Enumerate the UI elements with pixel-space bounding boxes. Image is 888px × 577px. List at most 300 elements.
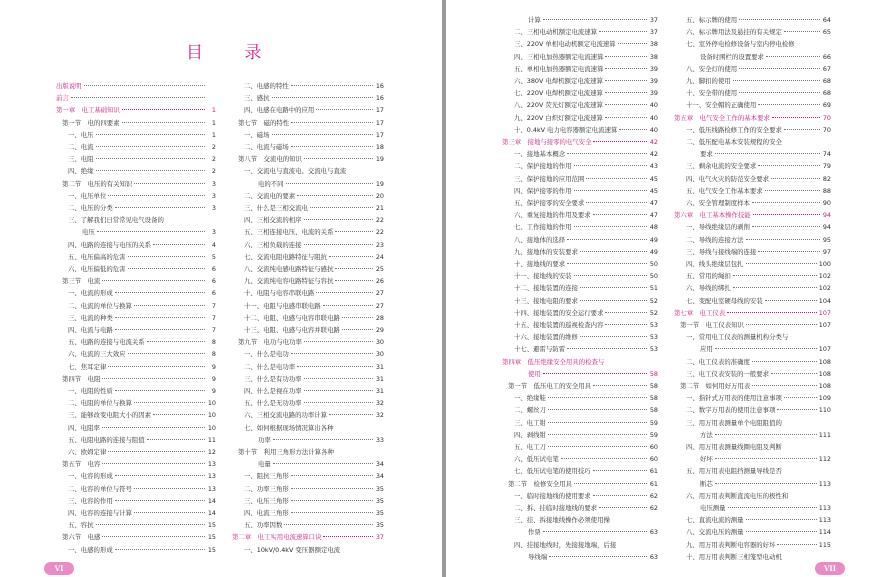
toc-entry[interactable] xyxy=(502,539,658,551)
toc-entry[interactable] xyxy=(674,75,831,87)
toc-entry-title: 功率 xyxy=(258,435,271,444)
toc-entry[interactable] xyxy=(674,136,831,148)
toc-entry[interactable] xyxy=(502,502,658,514)
toc-entry[interactable] xyxy=(56,312,216,324)
toc-entry[interactable] xyxy=(56,458,216,470)
toc-page-number: 62 xyxy=(649,491,658,500)
toc-page-number: 107 xyxy=(818,345,831,354)
toc-page-number: 11 xyxy=(207,435,216,444)
toc-entry[interactable] xyxy=(502,124,658,136)
toc-leader-dots xyxy=(291,512,373,513)
toc-entry-title: 四、电流与电路 xyxy=(68,326,113,334)
toc-entry[interactable] xyxy=(674,368,831,380)
toc-leader-dots xyxy=(733,275,817,276)
toc-entry[interactable] xyxy=(674,526,831,538)
toc-entry-title: 一、磁场 xyxy=(244,130,270,139)
toc-leader-dots xyxy=(746,324,817,325)
toc-leader-dots xyxy=(543,19,647,20)
toc-entry[interactable] xyxy=(56,153,216,165)
toc-entry-title: 第十节 利用三角形方法计算各种 xyxy=(238,448,334,456)
toc-entry[interactable] xyxy=(502,270,658,282)
toc-entry[interactable] xyxy=(674,87,831,99)
toc-entry[interactable] xyxy=(674,160,831,172)
toc-entry[interactable] xyxy=(674,392,831,404)
toc-entry[interactable] xyxy=(502,404,658,416)
toc-entry[interactable] xyxy=(502,417,658,429)
toc-entry[interactable] xyxy=(56,531,216,543)
toc-entry[interactable] xyxy=(232,397,384,409)
toc-entry[interactable] xyxy=(674,356,831,368)
toc-page-number: 40 xyxy=(649,113,658,122)
toc-entry[interactable] xyxy=(674,453,831,465)
toc-entry[interactable] xyxy=(56,214,216,226)
toc-leader-dots xyxy=(758,104,820,105)
toc-page-number: 30 xyxy=(375,350,384,359)
toc-entry[interactable] xyxy=(674,51,831,63)
toc-entry[interactable] xyxy=(56,470,216,482)
toc-entry[interactable] xyxy=(56,434,216,446)
toc-leader-dots xyxy=(96,146,205,147)
toc-page-number: 19 xyxy=(375,155,384,164)
toc-entry[interactable] xyxy=(56,495,216,507)
toc-entry[interactable] xyxy=(674,124,831,136)
toc-entry[interactable] xyxy=(502,380,658,392)
toc-entry[interactable] xyxy=(674,270,831,282)
toc-entry-title: 一、导线绝缘层的剥削 xyxy=(686,223,750,232)
toc-entry[interactable] xyxy=(674,441,831,453)
toc-entry[interactable] xyxy=(232,190,384,202)
toc-entry[interactable] xyxy=(674,197,831,209)
toc-entry[interactable] xyxy=(232,239,384,251)
toc-entry[interactable] xyxy=(502,258,658,270)
toc-entry-title: 五、容抗 xyxy=(68,521,94,530)
toc-entry-title: 第六章 电工基本操作技能 xyxy=(674,211,751,220)
toc-entry[interactable] xyxy=(232,312,384,324)
toc-entry[interactable] xyxy=(502,209,658,221)
toc-page-number: 21 xyxy=(375,204,384,212)
toc-page-number: 52 xyxy=(649,308,658,317)
toc-entry-title: 三、电工仪表安装的一般要求 xyxy=(686,369,770,378)
toc-entry-title: 电量 xyxy=(258,460,271,469)
toc-page-number: 7 xyxy=(211,313,216,322)
toc-entry[interactable] xyxy=(232,519,384,531)
toc-entry[interactable] xyxy=(232,117,384,129)
toc-entry[interactable] xyxy=(502,221,658,233)
toc-entry[interactable] xyxy=(56,178,216,190)
toc-entry[interactable] xyxy=(56,373,216,385)
toc-leader-dots xyxy=(128,268,205,269)
toc-entry-title: 六、电流的三大效应 xyxy=(68,350,126,359)
toc-entry[interactable] xyxy=(232,507,384,519)
toc-entry[interactable] xyxy=(232,483,384,495)
toc-entry[interactable] xyxy=(232,287,384,299)
toc-leader-dots xyxy=(291,488,373,489)
toc-entry[interactable] xyxy=(502,331,658,343)
toc-entry[interactable] xyxy=(56,141,216,153)
toc-entry-title: 一、电感的形成 xyxy=(68,545,113,554)
toc-entry[interactable] xyxy=(232,104,384,116)
toc-leader-dots xyxy=(605,68,647,69)
toc-entry[interactable] xyxy=(674,331,831,343)
toc-entry-title: 十二、电阻、电感与电容串联电路 xyxy=(244,313,340,322)
toc-entry[interactable] xyxy=(502,307,658,319)
toc-entry[interactable] xyxy=(674,319,831,331)
toc-page-number: 47 xyxy=(649,211,658,220)
toc-leader-dots xyxy=(752,202,820,203)
toc-entry[interactable] xyxy=(502,148,658,160)
toc-entry[interactable] xyxy=(674,173,831,185)
toc-entry[interactable] xyxy=(674,282,831,294)
toc-page-number: 62 xyxy=(649,504,658,512)
toc-chapter-entry[interactable] xyxy=(502,136,658,148)
toc-entry[interactable] xyxy=(56,519,216,531)
toc-entry[interactable] xyxy=(56,80,216,92)
toc-entry[interactable] xyxy=(232,336,384,348)
toc-leader-dots xyxy=(128,256,205,257)
toc-entry[interactable] xyxy=(232,409,384,421)
toc-entry-title: 一、什么是电功 xyxy=(244,350,289,359)
toc-entry-title: 五、电路的连接与电流关系 xyxy=(68,338,145,347)
toc-chapter-entry[interactable] xyxy=(502,368,658,380)
toc-entry-title: 二、螺丝刀 xyxy=(514,406,546,415)
toc-entry[interactable] xyxy=(674,99,831,111)
toc-entry[interactable] xyxy=(56,348,216,360)
toc-page-number: 63 xyxy=(649,528,658,537)
toc-leader-dots xyxy=(291,500,373,501)
toc-entry-title: 六、导线的绑扎 xyxy=(686,284,731,293)
toc-leader-dots xyxy=(548,409,647,410)
toc-chapter-entry[interactable] xyxy=(674,307,831,319)
toc-entry[interactable] xyxy=(232,80,384,92)
toc-entry[interactable] xyxy=(674,490,831,502)
toc-leader-dots xyxy=(765,190,820,191)
toc-page-number: 27 xyxy=(375,301,384,310)
toc-page-number: 63 xyxy=(649,552,658,561)
toc-entry-title: 三、保护接地的应用范围 xyxy=(514,174,585,183)
toc-entry[interactable] xyxy=(232,129,384,141)
toc-entry[interactable] xyxy=(502,295,658,307)
toc-leader-dots xyxy=(765,300,817,301)
toc-page-number: 3 xyxy=(211,228,216,237)
toc-entry[interactable] xyxy=(502,63,658,75)
toc-page-number: 39 xyxy=(649,77,658,85)
toc-page-number: 24 xyxy=(375,252,384,261)
toc-entry-title: 一、电阻的性质 xyxy=(68,387,113,395)
toc-entry-title: 三、电压三角形 xyxy=(244,496,289,505)
toc-entry[interactable] xyxy=(674,404,831,416)
toc-chapter-entry[interactable] xyxy=(674,209,831,221)
toc-leader-dots xyxy=(297,195,373,196)
toc-entry[interactable] xyxy=(674,246,831,258)
toc-entry[interactable] xyxy=(674,63,831,75)
toc-entry[interactable] xyxy=(56,397,216,409)
toc-entry-title: 第七章 电工仪表 xyxy=(674,308,726,317)
toc-entry[interactable] xyxy=(674,380,831,392)
toc-entry[interactable] xyxy=(232,275,384,287)
toc-entry[interactable] xyxy=(502,514,658,526)
toc-chapter-entry[interactable] xyxy=(502,356,658,368)
toc-leader-dots xyxy=(574,226,647,227)
toc-entry[interactable] xyxy=(502,14,658,26)
toc-entry[interactable] xyxy=(502,319,658,331)
toc-entry[interactable] xyxy=(232,361,384,373)
toc-entry[interactable] xyxy=(502,551,658,563)
toc-page-number: 15 xyxy=(207,521,216,530)
toc-entry-title: 四、绝缘 xyxy=(68,167,94,176)
toc-entry[interactable] xyxy=(674,514,831,526)
toc-entry-title: 三、剩余电流的安全要求 xyxy=(686,162,757,171)
toc-page-number: 10 xyxy=(207,423,216,432)
toc-entry-title: 四、什么是视在功率 xyxy=(244,387,302,395)
toc-entry[interactable] xyxy=(674,295,831,307)
toc-page-number: 113 xyxy=(818,479,831,488)
toc-page-number: 42 xyxy=(649,150,658,159)
toc-entry[interactable] xyxy=(502,99,658,111)
toc-page-number: 53 xyxy=(649,345,658,354)
toc-entry[interactable] xyxy=(56,165,216,177)
toc-entry-title: 第一节 电的四要素 xyxy=(62,118,120,127)
toc-entry-title: 五、什么是无功功率 xyxy=(244,399,302,408)
toc-entry[interactable] xyxy=(674,14,831,26)
toc-entry[interactable] xyxy=(56,190,216,202)
toc-leader-dots xyxy=(567,348,647,349)
toc-leader-dots xyxy=(304,158,373,159)
toc-leader-dots xyxy=(272,134,373,135)
toc-entry[interactable] xyxy=(56,544,216,556)
toc-entry-title: 四、剥线钳 xyxy=(514,430,546,439)
toc-page-number: 68 xyxy=(822,77,831,85)
toc-leader-dots xyxy=(291,85,373,86)
toc-leader-dots xyxy=(115,475,205,476)
toc-leader-dots xyxy=(746,519,817,520)
toc-entry[interactable] xyxy=(56,92,216,104)
toc-entry[interactable] xyxy=(502,465,658,477)
toc-entry-title: 十、安全带的使用 xyxy=(686,89,738,98)
toc-entry[interactable] xyxy=(502,197,658,209)
toc-entry[interactable] xyxy=(232,178,384,190)
toc-entry[interactable] xyxy=(674,429,831,441)
toc-entry[interactable] xyxy=(232,324,384,336)
toc-entry[interactable] xyxy=(502,173,658,185)
toc-entry-title: 第四章 低压绝缘安全用具的检查与 xyxy=(502,357,605,366)
toc-page-number: 9 xyxy=(211,387,216,395)
toc-leader-dots xyxy=(115,329,205,330)
toc-entry-title: 第二节 电压的有关知识 xyxy=(62,179,133,188)
toc-page-number: 48 xyxy=(649,223,658,232)
toc-entry[interactable] xyxy=(674,343,831,355)
toc-entry[interactable] xyxy=(232,251,384,263)
toc-entry[interactable] xyxy=(674,539,831,551)
toc-page-number: 17 xyxy=(375,130,384,139)
toc-leader-dots xyxy=(580,300,647,301)
toc-entry-title: 十五、接地装置的巡视检查内容 xyxy=(514,321,604,329)
toc-entry-title: 十、0.4kV 电力电容器额定电流速算 xyxy=(514,125,618,134)
toc-entry[interactable] xyxy=(502,26,658,38)
toc-entry[interactable] xyxy=(232,226,384,238)
toc-entry[interactable] xyxy=(232,385,384,397)
toc-entry[interactable] xyxy=(232,373,384,385)
toc-leader-dots xyxy=(549,556,647,557)
toc-entry[interactable] xyxy=(502,234,658,246)
toc-entry[interactable] xyxy=(674,502,831,514)
toc-entry-title: 五、功率因数 xyxy=(244,521,283,530)
toc-entry-title: 第一节 电工仪表知识 xyxy=(680,321,744,329)
toc-entry[interactable] xyxy=(56,287,216,299)
toc-leader-dots xyxy=(291,146,373,147)
toc-entry[interactable] xyxy=(232,544,384,556)
toc-entry-title: 一、10kV/0.4kV 变压器额定电流 xyxy=(244,545,341,554)
toc-page-number: 34 xyxy=(375,472,384,481)
toc-entry[interactable] xyxy=(674,221,831,233)
toc-entry-title: 五、单相电加热器额定电流速算 xyxy=(514,64,604,73)
toc-entry[interactable] xyxy=(56,263,216,275)
toc-entry[interactable] xyxy=(56,239,216,251)
toc-entry[interactable] xyxy=(232,300,384,312)
toc-leader-dots xyxy=(619,129,647,130)
toc-entry[interactable] xyxy=(502,490,658,502)
toc-entry[interactable] xyxy=(502,160,658,172)
toc-entry[interactable] xyxy=(56,336,216,348)
toc-page-number: 9 xyxy=(211,374,216,383)
toc-entry[interactable] xyxy=(232,446,384,458)
toc-chapter-entry[interactable] xyxy=(232,531,384,543)
toc-entry[interactable] xyxy=(56,202,216,214)
toc-entry[interactable] xyxy=(232,214,384,226)
toc-leader-dots xyxy=(739,92,820,93)
toc-entry[interactable] xyxy=(56,275,216,287)
toc-entry[interactable] xyxy=(56,129,216,141)
toc-entry[interactable] xyxy=(502,282,658,294)
toc-entry-title: 二、拆、挂临时接地线的要求 xyxy=(514,504,598,512)
toc-page-number: 6 xyxy=(211,289,216,298)
toc-entry[interactable] xyxy=(232,422,384,434)
toc-leader-dots xyxy=(323,536,373,537)
toc-entry[interactable] xyxy=(502,441,658,453)
toc-entry[interactable] xyxy=(56,446,216,458)
toc-entry-title: 七、直流电流的测量 xyxy=(686,516,744,525)
toc-entry[interactable] xyxy=(232,495,384,507)
toc-entry[interactable] xyxy=(232,348,384,360)
toc-entry[interactable] xyxy=(232,470,384,482)
toc-entry[interactable] xyxy=(502,75,658,87)
toc-entry[interactable] xyxy=(232,263,384,275)
toc-entry[interactable] xyxy=(674,26,831,38)
toc-entry[interactable] xyxy=(502,87,658,99)
toc-entry[interactable] xyxy=(502,112,658,124)
toc-leader-dots xyxy=(605,324,647,325)
toc-leader-dots xyxy=(323,305,373,306)
toc-entry[interactable] xyxy=(56,385,216,397)
toc-entry-title: 七、交流电阻电路特征与阻抗 xyxy=(244,252,328,261)
toc-entry[interactable] xyxy=(56,226,216,238)
toc-page-number: 31 xyxy=(375,374,384,383)
toc-entry[interactable] xyxy=(502,185,658,197)
toc-entry[interactable] xyxy=(674,234,831,246)
toc-leader-dots xyxy=(599,507,647,508)
toc-entry-title: 二、电阻的单位与换算 xyxy=(68,399,132,408)
toc-entry[interactable] xyxy=(56,361,216,373)
toc-entry[interactable] xyxy=(674,478,831,490)
toc-entry-title: 二、低压配电基本安装规程的安全 xyxy=(686,138,782,146)
toc-entry[interactable] xyxy=(56,507,216,519)
toc-leader-dots xyxy=(153,244,205,245)
toc-entry[interactable] xyxy=(502,478,658,490)
toc-entry[interactable] xyxy=(502,246,658,258)
toc-leader-dots xyxy=(71,97,205,98)
toc-entry-title: 五、电压偏高的危害 xyxy=(68,252,126,261)
toc-leader-dots xyxy=(580,287,647,288)
toc-entry[interactable] xyxy=(56,251,216,263)
toc-entry[interactable] xyxy=(674,38,831,50)
toc-entry[interactable] xyxy=(502,453,658,465)
toc-leader-dots xyxy=(304,390,373,391)
toc-entry-title: 十三、电阻、电感与电容并联电路 xyxy=(244,326,340,334)
toc-page-number: 58 xyxy=(649,394,658,403)
toc-entry[interactable] xyxy=(502,38,658,50)
toc-entry[interactable] xyxy=(674,185,831,197)
toc-page-number: 74 xyxy=(822,150,831,159)
toc-entry[interactable] xyxy=(674,551,831,563)
toc-entry-title: 五、保护接零的安全要求 xyxy=(514,199,585,207)
toc-entry-title: 第七节 磁的特性 xyxy=(238,118,290,127)
toc-page-number: 53 xyxy=(649,333,658,342)
toc-entry-title: 要求 xyxy=(700,150,713,159)
toc-entry-title: 九、用万用表判断电容器的好坏 xyxy=(686,540,776,549)
toc-entry[interactable] xyxy=(674,465,831,477)
toc-entry[interactable] xyxy=(502,343,658,355)
toc-chapter-entry[interactable] xyxy=(674,112,831,124)
toc-entry[interactable] xyxy=(232,202,384,214)
toc-entry-title: 第一节 低压电工的安全用具 xyxy=(508,382,592,390)
page-number-right: VII xyxy=(815,562,845,575)
toc-entry[interactable] xyxy=(56,483,216,495)
toc-leader-dots xyxy=(115,500,205,501)
toc-entry[interactable] xyxy=(56,324,216,336)
toc-entry[interactable] xyxy=(502,392,658,404)
toc-entry[interactable] xyxy=(232,153,384,165)
toc-leader-dots xyxy=(605,104,647,105)
toc-entry[interactable] xyxy=(674,258,831,270)
toc-entry[interactable] xyxy=(502,429,658,441)
right-page xyxy=(446,0,888,577)
toc-entry[interactable] xyxy=(232,434,384,446)
toc-entry-title: 九、交流纯电容电路特征与容抗 xyxy=(244,277,334,286)
toc-page-number: 8 xyxy=(211,338,216,347)
toc-leader-dots xyxy=(304,341,373,342)
toc-entry[interactable] xyxy=(502,526,658,538)
toc-leader-dots xyxy=(102,378,205,379)
toc-entry[interactable] xyxy=(674,148,831,160)
toc-entry[interactable] xyxy=(232,141,384,153)
toc-entry[interactable] xyxy=(232,458,384,470)
toc-entry[interactable] xyxy=(56,422,216,434)
toc-entry[interactable] xyxy=(674,417,831,429)
toc-page-number: 32 xyxy=(375,411,384,420)
toc-chapter-entry[interactable] xyxy=(56,104,216,116)
toc-entry[interactable] xyxy=(56,409,216,421)
toc-entry[interactable] xyxy=(502,51,658,63)
toc-entry[interactable] xyxy=(56,300,216,312)
toc-entry-title: 第三节 电流 xyxy=(62,277,101,286)
toc-leader-dots xyxy=(580,251,647,252)
toc-entry-title: 二、电感的特性 xyxy=(244,82,289,90)
toc-entry[interactable] xyxy=(232,165,384,177)
toc-entry-title: 一、交流电与直流电、交流电与直流 xyxy=(244,167,347,176)
toc-leader-dots xyxy=(618,43,647,44)
toc-entry[interactable] xyxy=(56,117,216,129)
toc-leader-dots xyxy=(746,263,817,264)
toc-entry[interactable] xyxy=(232,92,384,104)
